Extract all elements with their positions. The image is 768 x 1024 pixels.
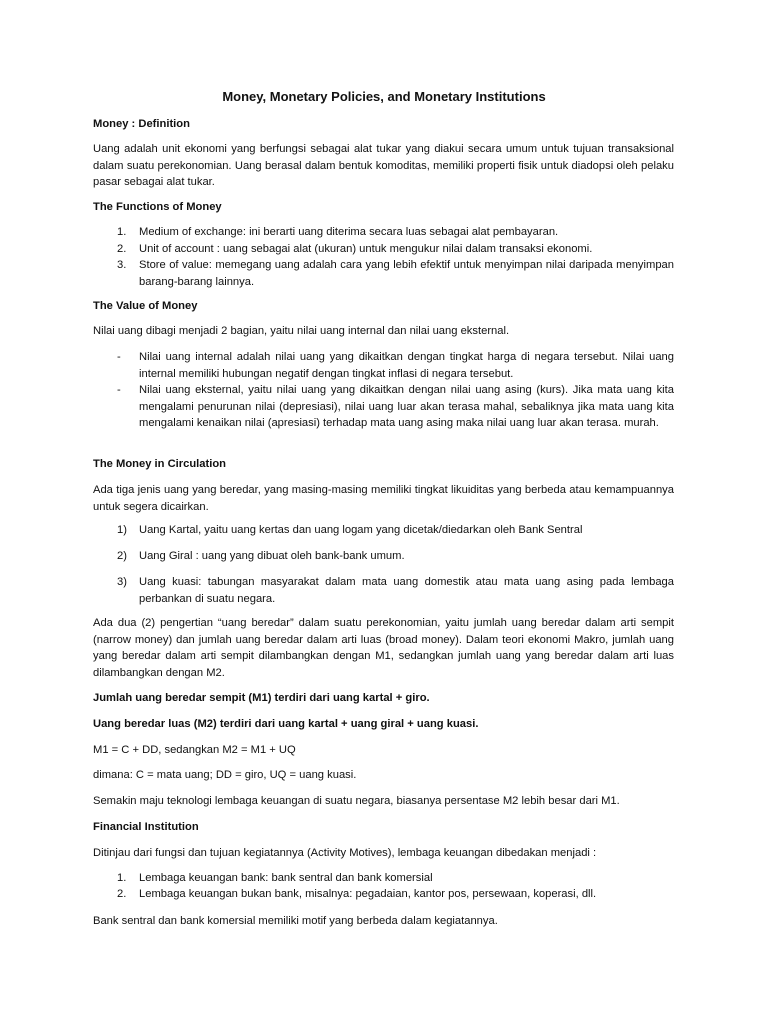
list-marker: 3) <box>117 576 127 588</box>
list-marker: 2) <box>117 550 127 562</box>
list-item <box>93 870 674 887</box>
heading-financial-institution: Financial Institution <box>93 821 199 833</box>
list-item-text: Store of value: memegang uang adalah cara yang lebih efektif untuk menyimpan nilai daripada menyimpan barang-barang lainnya. <box>139 259 674 288</box>
paragraph-circulation-intro: Ada tiga jenis uang yang beredar, yang masing-masing memiliki tingkat likuiditas yang berbeda atau kemampuannya untuk segera dicairkan. <box>93 484 674 513</box>
list-item <box>93 382 674 432</box>
paragraph-money-supply-definition: Ada dua (2) pengertian “uang beredar” dalam suatu perekonomian, yaitu jumlah uang beredar dalam arti sempit (narrow money) dan jumlah uang beredar dalam arti luas (broad money). Dalam teori ekonomi Makro, jumlah uang yang beredar dalam arti sempit dilambangkan dengan M1, sedangkan jumlah uang yang beredar dalam arti luas dilambangkan dengan M2. <box>93 617 674 679</box>
formula-legend: dimana: C = mata uang; DD = giro, UQ = uang kuasi. <box>93 769 357 781</box>
list-item-text: Lembaga keuangan bank: bank sentral dan bank komersial <box>139 872 433 884</box>
list-marker: 1. <box>117 226 127 238</box>
document-title: Money, Monetary Policies, and Monetary Institutions <box>222 89 546 104</box>
list-item <box>93 548 674 565</box>
paragraph-institution-intro: Ditinjau dari fungsi dan tujuan kegiatannya (Activity Motives), lembaga keuangan dibedakan menjadi : <box>93 847 597 859</box>
list-item <box>93 241 674 258</box>
list-item-text: Medium of exchange: ini berarti uang diterima secara luas sebagai alat pembayaran. <box>139 226 559 238</box>
paragraph-m1-definition: Jumlah uang beredar sempit (M1) terdiri dari uang kartal + giro. <box>93 692 430 704</box>
list-marker: - <box>117 351 121 363</box>
paragraph-value-intro: Nilai uang dibagi menjadi 2 bagian, yaitu nilai uang internal dan nilai uang eksternal. <box>93 325 510 337</box>
paragraph-money-definition: Uang adalah unit ekonomi yang berfungsi sebagai alat tukar yang diakui secara umum untuk tujuan transaksional dalam suatu perekonomian. Uang berasal dalam bentuk komoditas, memiliki properti fisik untuk diadopsi oleh pelaku pasar sebagai alat tukar. <box>93 143 674 188</box>
list-marker: 2. <box>117 243 127 255</box>
paragraph-m2-definition: Uang beredar luas (M2) terdiri dari uang kartal + uang giral + uang kuasi. <box>93 718 479 730</box>
list-marker: 2. <box>117 888 127 900</box>
heading-functions-of-money: The Functions of Money <box>93 201 222 213</box>
paragraph-m2-vs-m1: Semakin maju teknologi lembaga keuangan di suatu negara, biasanya persentase M2 lebih besar dari M1. <box>93 795 620 807</box>
heading-value-of-money: The Value of Money <box>93 300 198 312</box>
list-item <box>93 257 674 290</box>
list-item <box>93 522 674 539</box>
list-item <box>93 349 674 382</box>
list-marker: 1) <box>117 524 127 536</box>
formula-line: M1 = C + DD, sedangkan M2 = M1 + UQ <box>93 744 296 756</box>
list-marker: - <box>117 384 121 396</box>
heading-money-definition: Money : Definition <box>93 118 190 130</box>
list-item-text: Uang Kartal, yaitu uang kertas dan uang logam yang dicetak/diedarkan oleh Bank Sentral <box>139 524 583 536</box>
list-item-text: Uang kuasi: tabungan masyarakat dalam mata uang domestik atau mata uang asing pada lembaga perbankan di suatu negara. <box>139 576 674 605</box>
heading-money-in-circulation: The Money in Circulation <box>93 458 227 470</box>
list-item-text: Lembaga keuangan bukan bank, misalnya: pegadaian, kantor pos, persewaan, koperasi, dll. <box>139 888 597 900</box>
list-marker: 3. <box>117 259 127 271</box>
list-item <box>93 574 674 607</box>
list-marker: 1. <box>117 872 127 884</box>
list-item <box>93 886 674 903</box>
list-item <box>93 224 674 241</box>
list-item-text: Nilai uang internal adalah nilai uang yang dikaitkan dengan tingkat harga di negara tersebut. Nilai uang internal memiliki hubungan negatif dengan tingkat inflasi di negara tersebut. <box>139 351 674 380</box>
list-item-text: Uang Giral : uang yang dibuat oleh bank-bank umum. <box>139 550 405 562</box>
list-item-text: Unit of account : uang sebagai alat (ukuran) untuk mengukur nilai dalam transaksi ekonomi. <box>139 243 593 255</box>
paragraph-closing: Bank sentral dan bank komersial memiliki motif yang berbeda dalam kegiatannya. <box>93 915 498 927</box>
list-item-text: Nilai uang eksternal, yaitu nilai uang yang dikaitkan dengan nilai uang asing (kurs). Jika mata uang kita mengalami penurunan nilai (depresiasi), nilai uang luar akan terasa mahal, sebaliknya jika mata uang kita mengalami kenaikan nilai (apresiasi) terhadap mata uang asing maka nilai uang luar akan terasa. murah. <box>139 384 674 429</box>
